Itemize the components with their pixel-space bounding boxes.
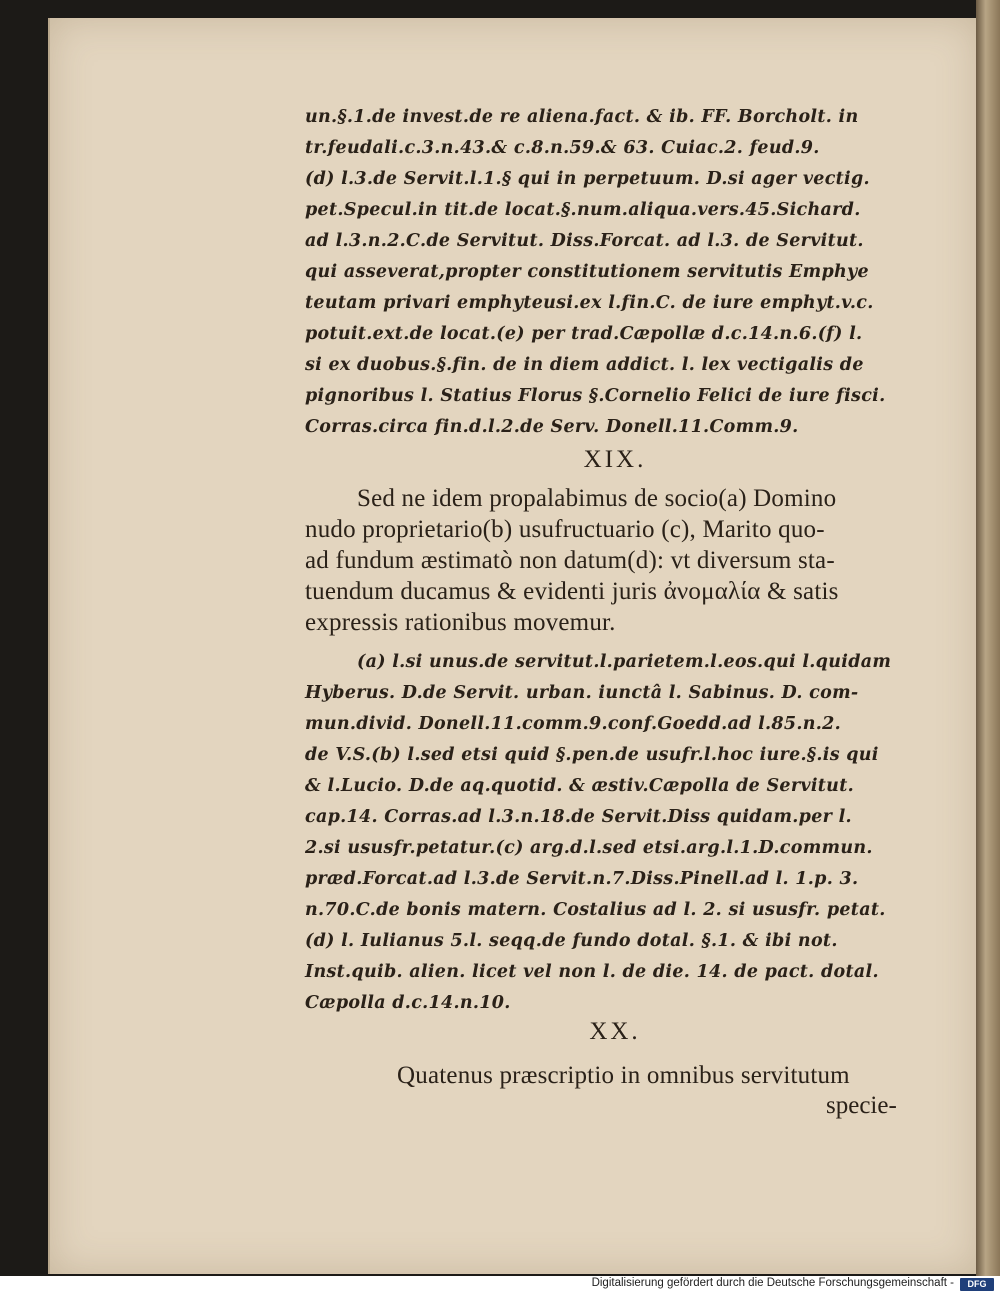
section-heading-20: XX. (589, 1018, 641, 1045)
section-body-20 (305, 1060, 925, 1091)
note-line: cap.14. Corras.ad l.3.n.18.de Servit.Diss quidam.per l. (305, 807, 852, 827)
body-line: Quatenus præscriptio in omnibus servitutum (397, 1062, 850, 1089)
note-line: mun.divid. Donell.11.comm.9.conf.Goedd.ad l.85.n.2. (305, 714, 842, 734)
note-line: de V.S.(b) l.sed etsi quid §.pen.de usufr.l.hoc iure.§.is qui (305, 745, 879, 765)
note-line: (d) l.3.de Servit.l.1.§ qui in perpetuum. D.si ager vectig. (305, 169, 870, 189)
footnotes-19 (305, 647, 925, 1019)
note-line: tr.feudali.c.3.n.43.& c.8.n.59.& 63. Cuiac.2. feud.9. (305, 138, 820, 158)
body-line: tuendum ducamus & evidenti juris ἀνομαλία & satis (305, 578, 839, 605)
footer-credit: Digitalisierung gefördert durch die Deutsche Forschungsgemeinschaft - (591, 1277, 954, 1289)
note-line: si ex duobus.§.fin. de in diem addict. l. lex vectigalis de (305, 355, 864, 375)
note-line: pignoribus l. Statius Florus §.Cornelio Felici de iure fisci. (305, 386, 886, 406)
body-line: Sed ne idem propalabimus de socio(a) Domino (357, 485, 837, 512)
note-line: pet.Specul.in tit.de locat.§.num.aliqua.vers.45.Sichard. (305, 200, 861, 220)
body-line: expressis rationibus movemur. (305, 609, 616, 636)
section-body-19 (305, 483, 925, 638)
book-edge (976, 0, 1000, 1276)
note-line: ad l.3.n.2.C.de Servitut. Diss.Forcat. ad l.3. de Servitut. (305, 231, 864, 251)
catchword: specie- (826, 1092, 897, 1119)
dfg-logo-icon: DFG (960, 1278, 994, 1291)
note-line: (a) l.si unus.de servitut.l.parietem.l.eos.qui l.quidam (357, 652, 892, 672)
note-line: (d) l. Iulianus 5.l. seqq.de fundo dotal. §.1. & ibi not. (305, 931, 838, 951)
body-line: nudo proprietario(b) usufructuario (c), Marito quo- (305, 516, 825, 543)
digitization-footer (0, 1276, 1000, 1293)
note-line: n.70.C.de bonis matern. Costalius ad l. 2. si ususfr. petat. (305, 900, 886, 920)
footnotes-top (305, 102, 925, 443)
note-line: Cæpolla d.c.14.n.10. (305, 993, 511, 1013)
note-line: un.§.1.de invest.de re aliena.fact. & ib. FF. Borcholt. in (305, 107, 859, 127)
note-line: 2.si ususfr.petatur.(c) arg.d.l.sed etsi.arg.l.1.D.commun. (305, 838, 873, 858)
note-line: qui asseverat,propter constitutionem servitutis Emphye (305, 262, 869, 282)
section-heading-19: XIX. (583, 446, 647, 473)
note-line: præd.Forcat.ad l.3.de Servit.n.7.Diss.Pinell.ad l. 1.p. 3. (305, 869, 859, 889)
note-line: potuit.ext.de locat.(e) per trad.Cæpollæ d.c.14.n.6.(f) l. (305, 324, 863, 344)
body-line: ad fundum æstimatò non datum(d): vt diversum sta- (305, 547, 835, 574)
note-line: teutam privari emphyteusi.ex l.fin.C. de iure emphyt.v.c. (305, 293, 874, 313)
note-line: Corras.circa fin.d.l.2.de Serv. Donell.11.Comm.9. (305, 417, 799, 437)
note-line: Inst.quib. alien. licet vel non l. de die. 14. de pact. dotal. (305, 962, 879, 982)
note-line: Hyberus. D.de Servit. urban. iunctâ l. Sabinus. D. com- (305, 683, 859, 703)
note-line: & l.Lucio. D.de aq.quotid. & æstiv.Cæpolla de Servitut. (305, 776, 854, 796)
